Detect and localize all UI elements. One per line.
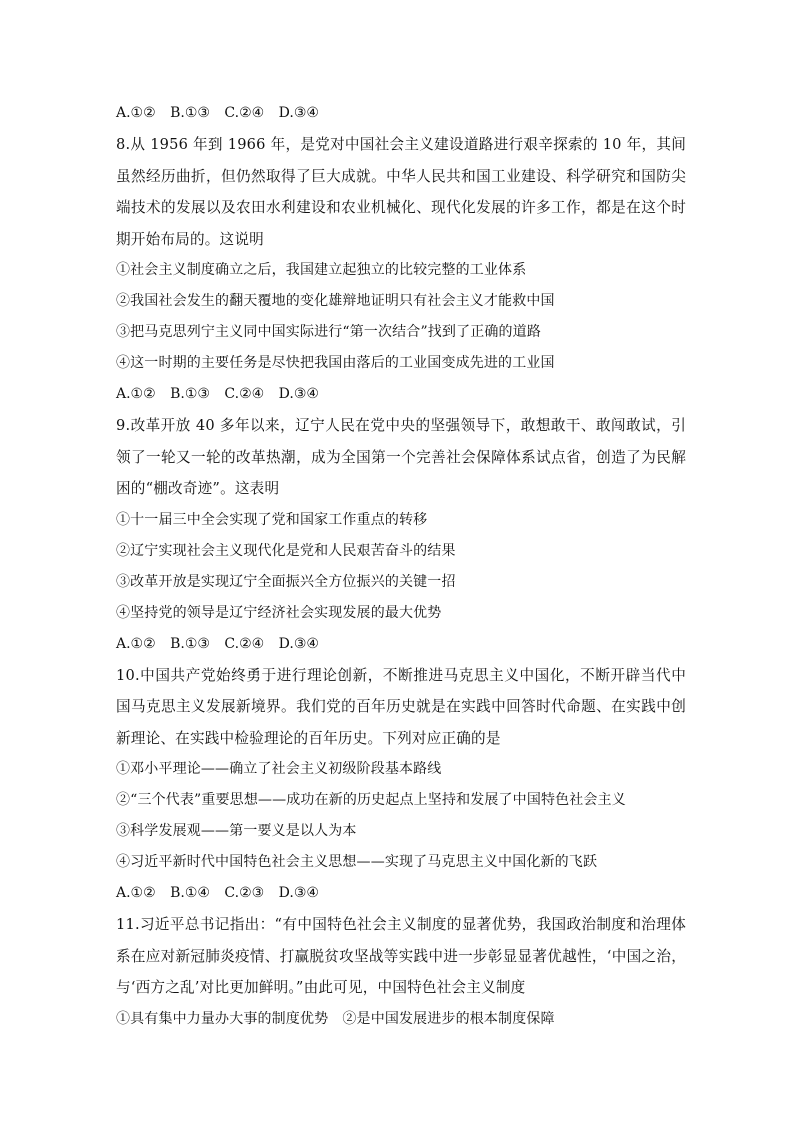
q9-options xyxy=(116,629,686,660)
q8-stem: 8.从 1956 年到 1966 年，是党对中国社会主义建设道路进行艰辛探索的 10 年，其间虽然经历曲折，但仍然取得了巨大成就。中华人民共和国工业建设、科学研究和国防尖端技术的发展以及农田水利建设和农业机械化、现代化发展的许多工作，都是在这个时期开始布局的。这说明 xyxy=(116,136,686,248)
q7-options xyxy=(116,98,686,129)
q11-stem: 11.习近平总书记指出：“有中国特色社会主义制度的显著优势，我国政治制度和治理体系在应对新冠肺炎疫情、打赢脱贫攻坚战等实践中进一步彰显显著优越性，‘中国之治，与‘西方之乱’对比更加鲜明。”由此可见，中国特色社会主义制度 xyxy=(116,916,686,996)
q9-option-a: A.①② xyxy=(116,635,156,652)
q9-stem: 9.改革开放 40 多年以来，辽宁人民在党中央的坚强领导下，敢想敢干、敢闯敢试，引领了一轮又一轮的改革热潮，成为全国第一个完善社会保障体系试点省，创造了为民解困的“棚改奇迹”。这表明 xyxy=(116,417,686,497)
q9-option-c: C.②④ xyxy=(224,635,265,652)
q8-option-a: A.①② xyxy=(116,386,156,402)
q10-item-4: ④习近平新时代中国特色社会主义思想——实现了马克思主义中国化新的飞跃 xyxy=(116,854,598,870)
q9-option-b: B.①③ xyxy=(170,635,210,652)
q10-option-b: B.①④ xyxy=(170,885,210,901)
q11-items: ①具有集中力量办大事的制度优势 ②是中国发展进步的根本制度保障 xyxy=(116,1010,555,1027)
q10-option-c: C.②③ xyxy=(224,885,265,901)
q9-item-4: ④坚持党的领导是辽宁经济社会实现发展的最大优势 xyxy=(116,604,442,621)
q9-item-3: ③改革开放是实现辽宁全面振兴全方位振兴的关键一招 xyxy=(116,573,456,590)
q10-option-d: D.③④ xyxy=(278,885,319,901)
q10-stem: 10.中国共产党始终勇于进行理论创新，不断推进马克思主义中国化，不断开辟当代中国马克思主义发展新境界。我们党的百年历史就是在实践中回答时代命题、在实践中创新理论、在实践中检验理论的百年历史。下列对应正确的是 xyxy=(116,666,686,747)
q10-item-2: ②“三个代表”重要思想——成功在新的历史起点上坚持和发展了中国特色社会主义 xyxy=(116,792,626,808)
question-10 xyxy=(116,660,686,910)
question-8 xyxy=(116,129,686,410)
q8-item-1: ①社会主义制度确立之后，我国建立起独立的比较完整的工业体系 xyxy=(116,262,527,278)
q8-item-4: ④这一时期的主要任务是尽快把我国由落后的工业国变成先进的工业国 xyxy=(116,355,555,371)
exam-page xyxy=(116,98,686,1035)
question-9 xyxy=(116,410,686,660)
q8-options xyxy=(116,379,686,410)
q8-option-c: C.②④ xyxy=(224,386,265,402)
q8-item-2: ②我国社会发生的翻天覆地的变化雄辩地证明只有社会主义才能救中国 xyxy=(116,293,555,309)
question-11 xyxy=(116,909,686,1035)
q9-option-d: D.③④ xyxy=(278,635,319,652)
q10-item-3: ③科学发展观——第一要义是以人为本 xyxy=(116,823,357,839)
q9-item-2: ②辽宁实现社会主义现代化是党和人民艰苦奋斗的结果 xyxy=(116,542,456,559)
q7-option-a: A.①② xyxy=(116,105,156,121)
q8-option-d: D.③④ xyxy=(278,386,319,402)
q7-option-d: D.③④ xyxy=(278,105,319,121)
q10-item-1: ①邓小平理论——确立了社会主义初级阶段基本路线 xyxy=(116,761,442,777)
q7-option-b: B.①③ xyxy=(170,105,210,121)
q8-item-3: ③把马克思列宁主义同中国实际进行“第一次结合”找到了正确的道路 xyxy=(116,324,541,340)
q9-item-1: ①十一届三中全会实现了党和国家工作重点的转移 xyxy=(116,511,428,528)
q10-option-a: A.①② xyxy=(116,885,156,901)
q8-option-b: B.①③ xyxy=(170,386,210,402)
q10-options xyxy=(116,878,686,909)
q7-option-c: C.②④ xyxy=(224,105,265,121)
